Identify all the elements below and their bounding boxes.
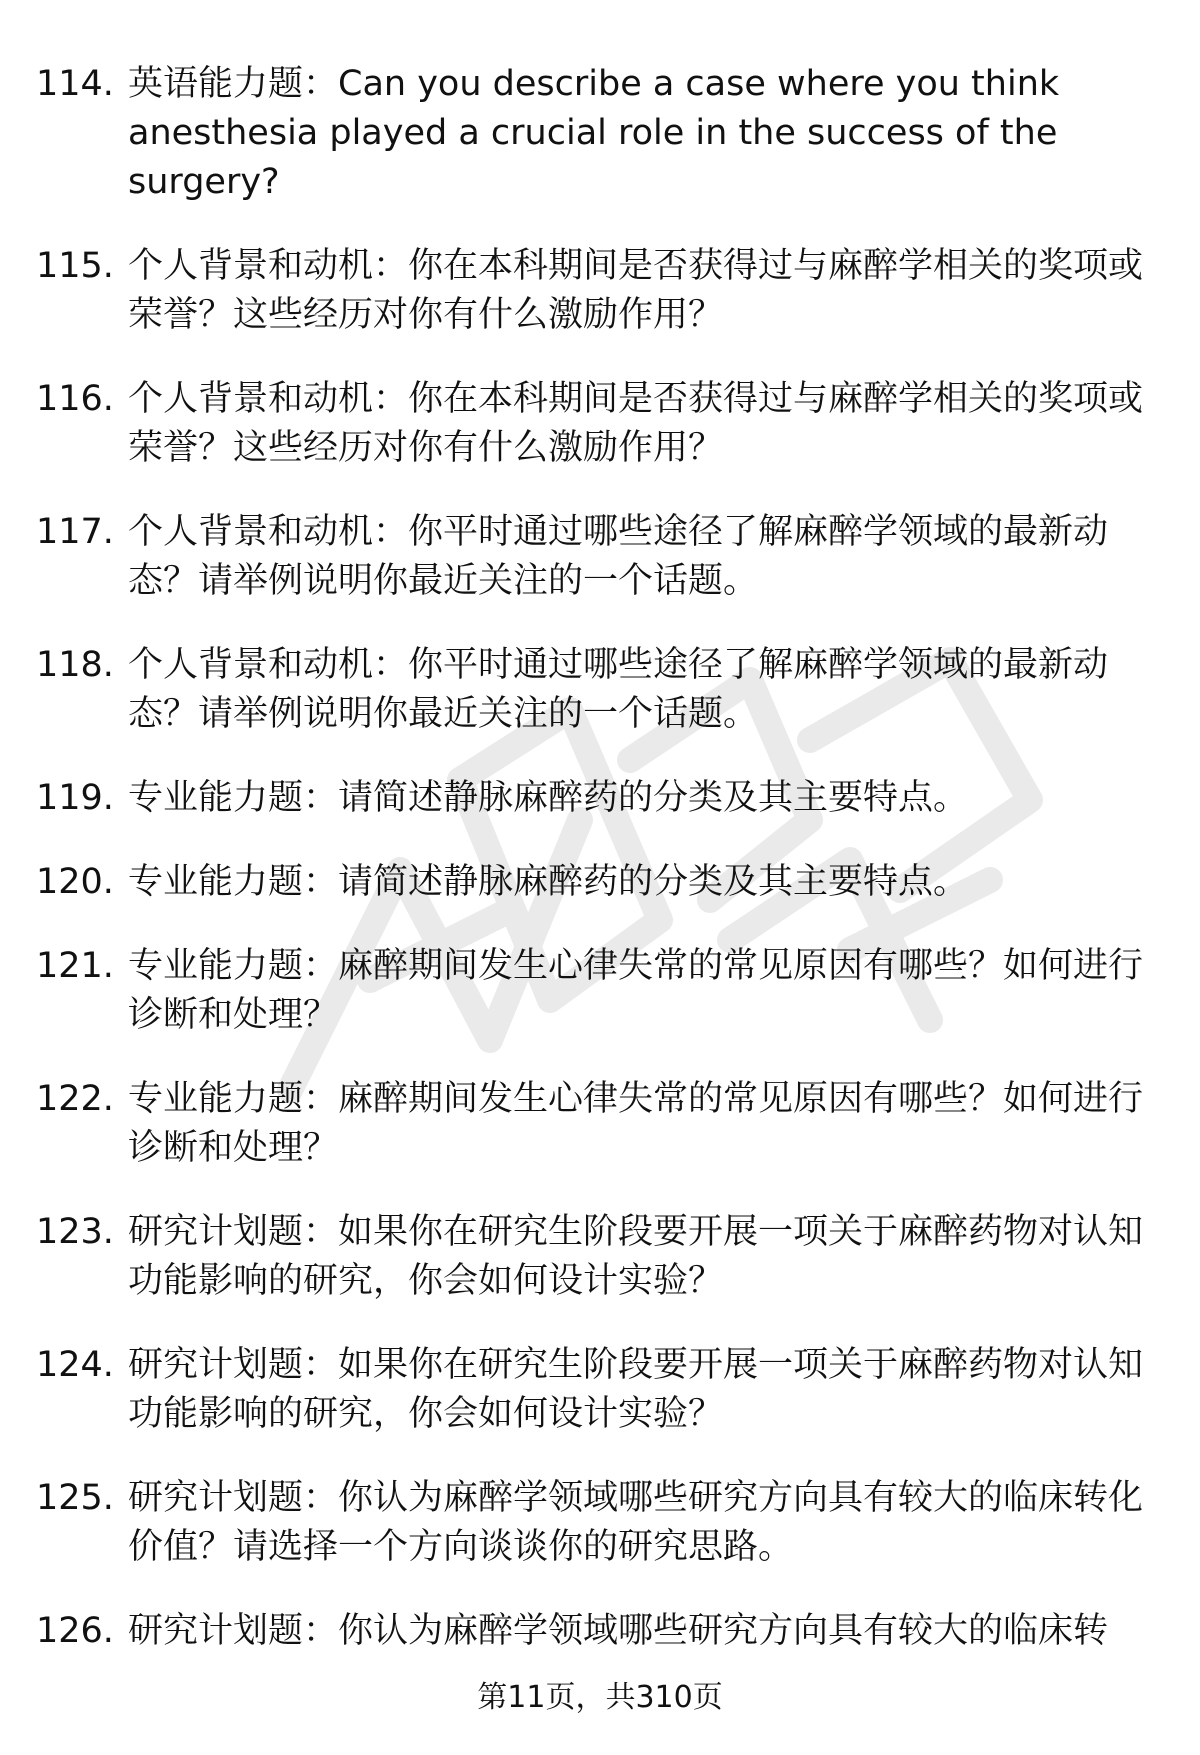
question-text: 个人背景和动机：你平时通过哪些途径了解麻醉学领域的最新动态？请举例说明你最近关注的一个话题。 [128, 512, 1109, 601]
list-item [36, 774, 1156, 823]
question-text: 专业能力题：请简述静脉麻醉药的分类及其主要特点。 [128, 778, 969, 818]
list-item [36, 375, 1156, 473]
question-number: 115. [36, 246, 114, 286]
list-item [36, 242, 1156, 340]
list-item [36, 1208, 1156, 1306]
question-number: 121. [36, 946, 114, 986]
list-item [36, 60, 1156, 207]
question-number: 126. [36, 1611, 114, 1651]
question-text: 专业能力题：麻醉期间发生心律失常的常见原因有哪些？如何进行诊断和处理？ [128, 1079, 1144, 1168]
list-item [36, 1607, 1156, 1656]
question-text: 研究计划题：你认为麻醉学领域哪些研究方向具有较大的临床转 [128, 1611, 1109, 1651]
question-number: 125. [36, 1478, 114, 1518]
question-text: 研究计划题：你认为麻醉学领域哪些研究方向具有较大的临床转化价值？请选择一个方向谈谈你的研究思路。 [128, 1478, 1144, 1567]
question-number: 123. [36, 1212, 114, 1252]
list-item [36, 858, 1156, 907]
list-item [36, 1341, 1156, 1439]
question-number: 118. [36, 645, 114, 685]
question-text: 英语能力题：Can you describe a case where you think anesthesia played a crucial role in the success of the surgery? [128, 64, 1060, 202]
question-text: 研究计划题：如果你在研究生阶段要开展一项关于麻醉药物对认知功能影响的研究，你会如何设计实验？ [128, 1212, 1144, 1301]
question-number: 124. [36, 1345, 114, 1385]
question-number: 119. [36, 778, 114, 818]
list-item [36, 1075, 1156, 1173]
question-number: 122. [36, 1079, 114, 1119]
question-number: 116. [36, 379, 114, 419]
page-footer: 第11页，共310页 [477, 1680, 723, 1715]
list-item [36, 641, 1156, 739]
list-item [36, 1474, 1156, 1572]
list-item [36, 508, 1156, 606]
question-number: 120. [36, 862, 114, 902]
question-text: 个人背景和动机：你在本科期间是否获得过与麻醉学相关的奖项或荣誉？这些经历对你有什么激励作用？ [128, 246, 1144, 335]
question-text: 个人背景和动机：你平时通过哪些途径了解麻醉学领域的最新动态？请举例说明你最近关注的一个话题。 [128, 645, 1109, 734]
list-item [36, 942, 1156, 1040]
question-list [36, 60, 1156, 1691]
question-number: 114. [36, 64, 114, 104]
question-text: 专业能力题：请简述静脉麻醉药的分类及其主要特点。 [128, 862, 969, 902]
question-text: 专业能力题：麻醉期间发生心律失常的常见原因有哪些？如何进行诊断和处理？ [128, 946, 1144, 1035]
question-text: 研究计划题：如果你在研究生阶段要开展一项关于麻醉药物对认知功能影响的研究，你会如何设计实验？ [128, 1345, 1144, 1434]
question-text: 个人背景和动机：你在本科期间是否获得过与麻醉学相关的奖项或荣誉？这些经历对你有什么激励作用？ [128, 379, 1144, 468]
question-number: 117. [36, 512, 114, 552]
